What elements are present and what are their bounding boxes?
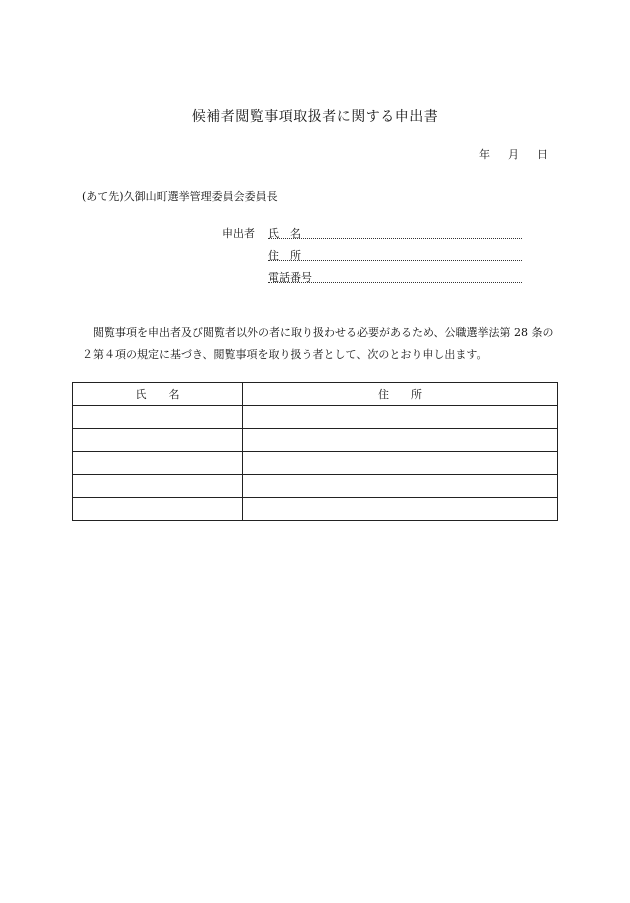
date-year: 年 xyxy=(479,148,490,161)
table-header-name: 氏 名 xyxy=(73,383,243,406)
table-cell-name[interactable] xyxy=(73,498,243,521)
table-cell-address[interactable] xyxy=(243,406,558,429)
date-day: 日 xyxy=(537,148,548,161)
table-row xyxy=(73,498,558,521)
table-cell-address[interactable] xyxy=(243,475,558,498)
applicant-label: 申出者 xyxy=(222,227,255,240)
table-cell-name[interactable] xyxy=(73,406,243,429)
table-cell-name[interactable] xyxy=(73,429,243,452)
applicant-name-row xyxy=(222,225,312,247)
table-row xyxy=(73,475,558,498)
table-row xyxy=(73,429,558,452)
name-field-line[interactable] xyxy=(268,238,522,239)
address-field-label: 住 所 xyxy=(268,249,301,262)
table-header-row xyxy=(73,383,558,406)
applicant-block xyxy=(222,225,312,291)
table-cell-address[interactable] xyxy=(243,452,558,475)
applicant-address-row xyxy=(222,247,312,269)
body-text xyxy=(82,322,560,366)
body-paragraph: 閲覧事項を申出者及び閲覧者以外の者に取り扱わせる必要があるため、公職選挙法第 28 条の２第４項の規定に基づき、閲覧事項を取り扱う者として、次のとおり申し出ます。 xyxy=(82,326,554,361)
phone-field-line[interactable] xyxy=(268,282,522,283)
table-row xyxy=(73,406,558,429)
table-cell-name[interactable] xyxy=(73,475,243,498)
document-title: 候補者閲覧事項取扱者に関する申出書 xyxy=(191,109,439,125)
name-field-label: 氏 名 xyxy=(268,227,301,240)
addressee: (あて先)久御山町選挙管理委員会委員長 xyxy=(82,190,278,203)
phone-field-label: 電話番号 xyxy=(268,271,312,284)
table-cell-address[interactable] xyxy=(243,429,558,452)
applicant-phone-row xyxy=(222,269,312,291)
table-cell-address[interactable] xyxy=(243,498,558,521)
date-month: 月 xyxy=(508,148,519,161)
table-header-address: 住 所 xyxy=(243,383,558,406)
date-line xyxy=(479,146,548,162)
table-row xyxy=(73,452,558,475)
table-cell-name[interactable] xyxy=(73,452,243,475)
handler-table xyxy=(72,382,558,521)
address-field-line[interactable] xyxy=(268,260,522,261)
